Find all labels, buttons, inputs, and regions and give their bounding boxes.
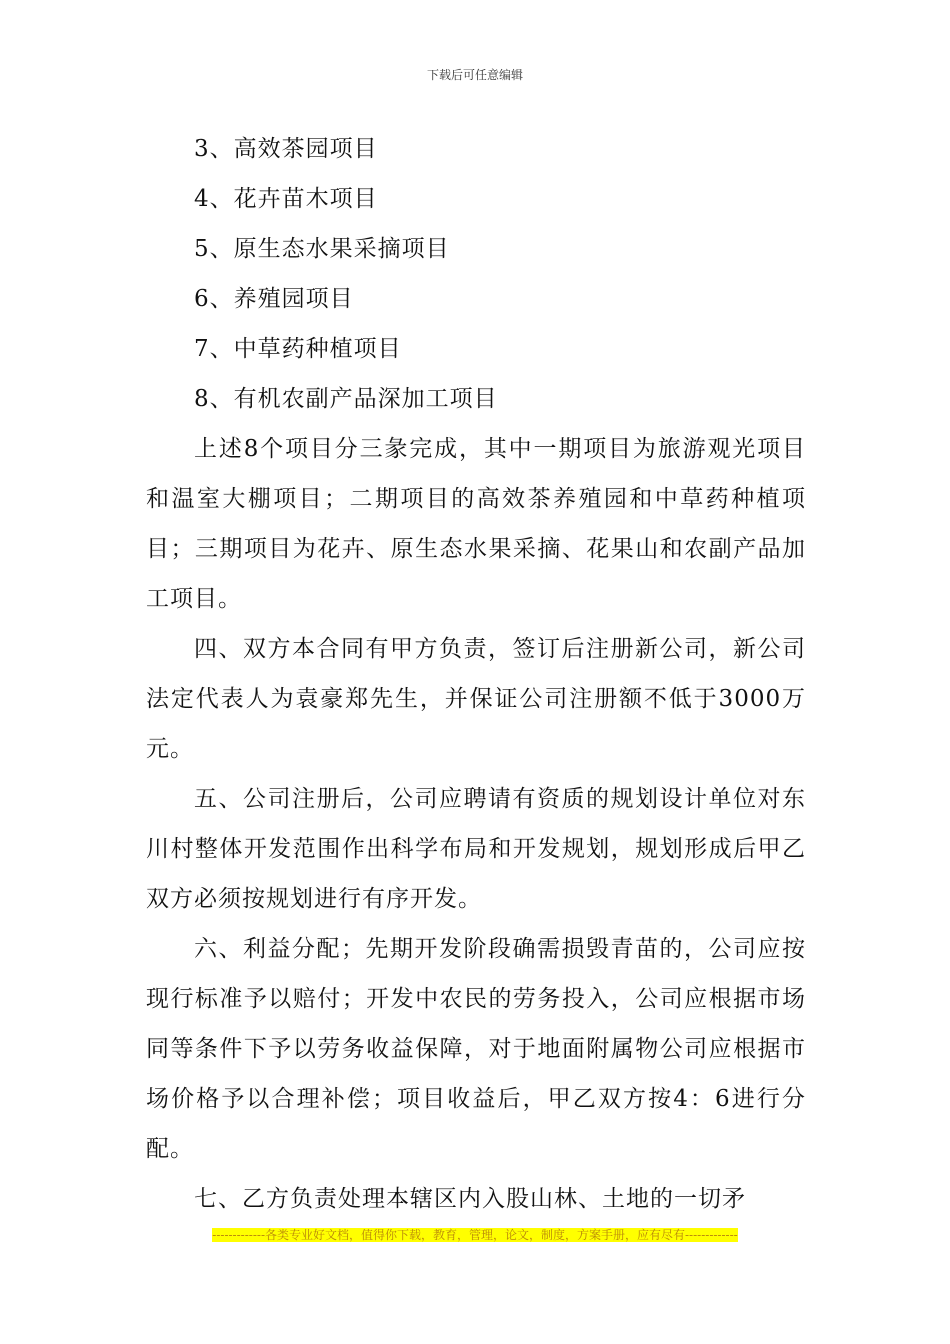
- document-body: [146, 124, 806, 1224]
- list-item-8: 8、有机农副产品深加工项目: [194, 386, 498, 412]
- page-header: 下载后可任意编辑: [426, 68, 523, 82]
- paragraph-section-4: 四、双方本合同有甲方负责，签订后注册新公司，新公司法定代表人为袁豪郑先生，并保证公司注册额不低于3000万元。: [146, 636, 806, 762]
- paragraph-section-5: 五、公司注册后，公司应聘请有资质的规划设计单位对东川村整体开发范围作出科学布局和开发规划，规划形成后甲乙双方必须按规划进行有序开发。: [146, 786, 806, 912]
- list-item-4: 4、花卉苗木项目: [194, 186, 378, 212]
- list-item-7: 7、中草药种植项目: [194, 336, 402, 362]
- footer-banner-text: -------------各类专业好文档，值得你下载，教育，管理，论文，制度，方案手册，应有尽有-------------: [212, 1228, 738, 1242]
- paragraph-section-6: 六、利益分配；先期开发阶段确需损毁青苗的，公司应按现行标准予以赔付；开发中农民的劳务投入，公司应根据市场同等条件下予以劳务收益保障，对于地面附属物公司应根据市场价格予以合理补偿；项目收益后，甲乙双方按4：6进行分配。: [146, 936, 806, 1162]
- page-footer: [0, 1226, 950, 1243]
- paragraph-project-phases: 上述8个项目分三彖完成，其中一期项目为旅游观光项目和温室大棚项目；二期项目的高效茶养殖园和中草药种植项目；三期项目为花卉、原生态水果采摘、花果山和农副产品加工项目。: [146, 436, 806, 612]
- list-item-6: 6、养殖园项目: [194, 286, 354, 312]
- list-item-5: 5、原生态水果采摘项目: [194, 236, 450, 262]
- list-item-3: 3、高效茶园项目: [194, 136, 378, 162]
- paragraph-section-7: 七、乙方负责处理本辖区内入股山林、土地的一切矛: [194, 1186, 746, 1212]
